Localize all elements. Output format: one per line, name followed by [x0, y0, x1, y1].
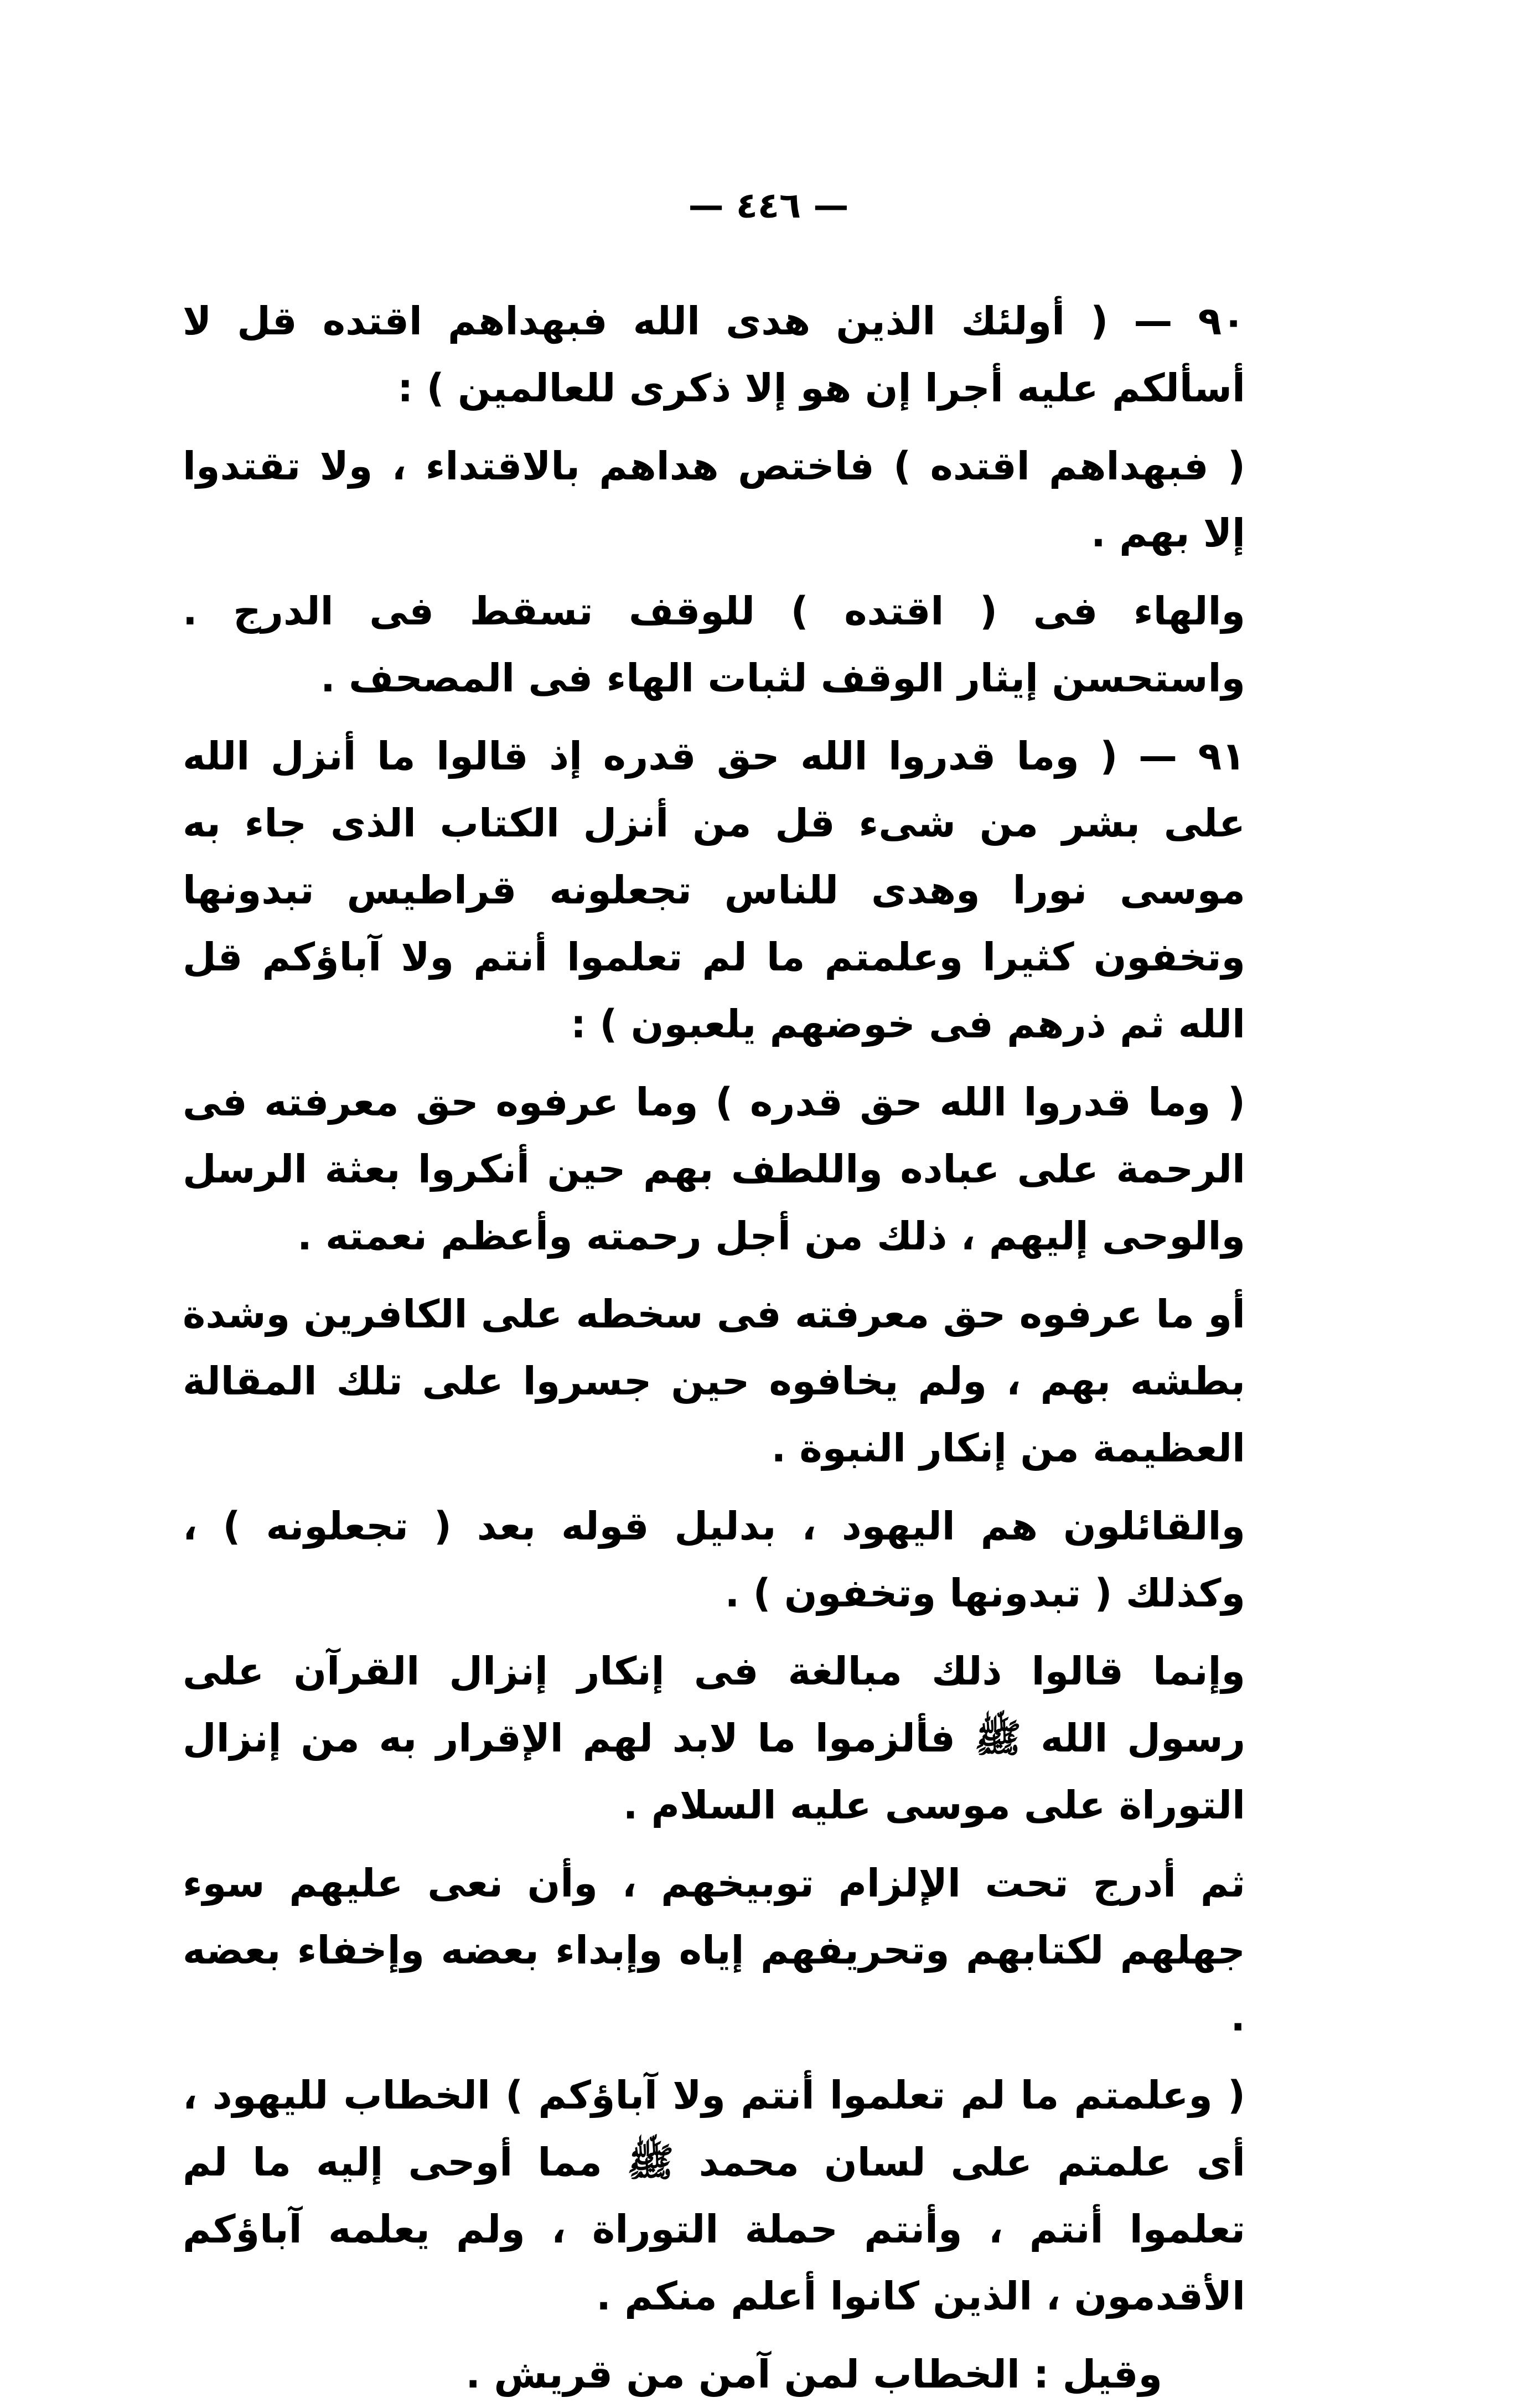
paragraph: ( وعلمتم ما لم تعلموا أنتم ولا آباؤكم ) الخطاب لليهود ، أى علمتم على لسان محمد ﷺ مما أوحى إليه ما لم تعلموا أنتم ، وأنتم حملة التوراة ، ولم يعلمه آباؤكم الأقدمون ، الذين كانوا أعلم منكم .: [183, 2073, 1245, 2319]
paragraph: والقائلون هم اليهود ، بدليل قوله بعد ( تجعلونه ) ، وكذلك ( تبدونها وتخفون ) .: [183, 1503, 1245, 1616]
paragraph-verse-91: ٩١ — ( وما قدروا الله حق قدره إذ قالوا ما أنزل الله على بشر من شىء قل من أنزل الكتاب الذى جاء به موسى نورا وهدى للناس تجعلونه قراطيس تبدونها وتخفون كثيرا وعلمتم ما لم تعلموا أنتم ولا آباؤكم قل الله ثم ذرهم فى خوضهم يلعبون ) :: [183, 733, 1245, 1047]
paragraph-last-line: وقيل : الخطاب لمن آمن من قريش .: [465, 2352, 1162, 2397]
paragraph: وإنما قالوا ذلك مبالغة فى إنكار إنزال القرآن على رسول الله ﷺ فألزموا ما لابد لهم الإقرار به من إنزال التوراة على موسى عليه السلام .: [183, 1649, 1245, 1828]
paragraph: والهاء فى ( اقتده ) للوقف تسقط فى الدرج . واستحسن إيثار الوقف لثبات الهاء فى المصحف .: [183, 588, 1245, 701]
paragraph: ( فبهداهم اقتده ) فاختص هداهم بالاقتداء ، ولا تقتدوا إلا بهم .: [183, 443, 1245, 556]
page-number: — ٤٤٦ —: [688, 185, 849, 226]
paragraph: أو ما عرفوه حق معرفته فى سخطه على الكافرين وشدة بطشه بهم ، ولم يخافوه حين جسروا على تلك المقالة العظيمة من إنكار النبوة .: [183, 1291, 1245, 1471]
paragraph-verse-90: ٩٠ — ( أولئك الذين هدى الله فبهداهم اقتده قل لا أسألكم عليه أجرا إن هو إلا ذكرى للعالمين ) :: [183, 298, 1245, 411]
page-text-body: [183, 288, 1245, 2408]
paragraph: ثم أدرج تحت الإلزام توبيخهم ، وأن نعى عليهم سوء جهلهم لكتابهم وتحريفهم إياه وإبداء بعضه وإخفاء بعضه .: [183, 1861, 1245, 2040]
paragraph: ( وما قدروا الله حق قدره ) وما عرفوه حق معرفته فى الرحمة على عباده واللطف بهم حين أنكروا بعثة الرسل والوحى إليهم ، ذلك من أجل رحمته وأعظم نعمته .: [183, 1079, 1245, 1259]
